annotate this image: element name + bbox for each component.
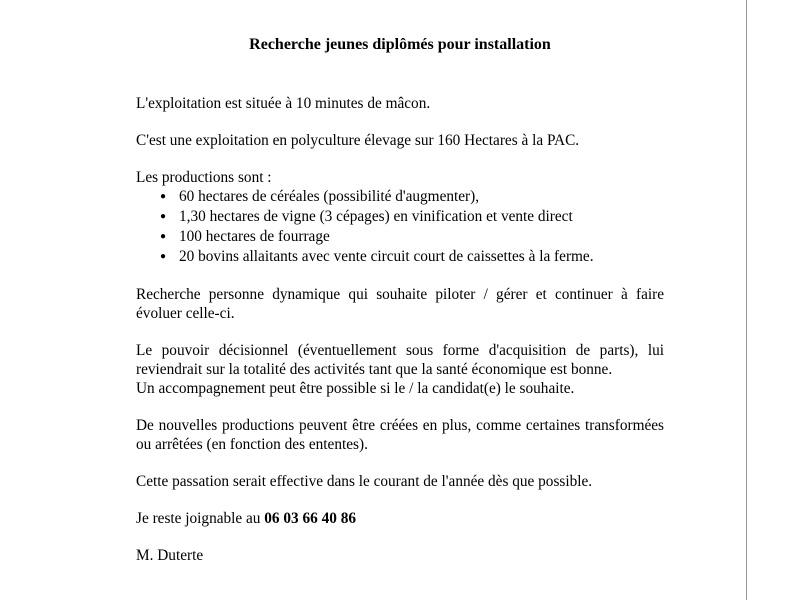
list-item: ● 20 bovins allaitants avec vente circuit court de caissettes à la ferme. [179,247,664,267]
phone-number: 06 03 66 40 86 [264,510,357,527]
page-edge-divider [746,0,747,600]
contact-prefix: Je reste joignable au [136,510,261,527]
paragraph-new-productions: De nouvelles productions peuvent être créées en plus, comme certaines transformées ou arrêtées (en fonction des ententes). [136,417,664,453]
paragraph-support: Un accompagnement peut être possible si le / la candidat(e) le souhaite. [136,380,575,397]
paragraph-handover: Cette passation serait effective dans le courant de l'année dès que possible. [136,473,593,490]
document-title: Recherche jeunes diplômés pour installation [249,36,551,53]
list-item: ● 100 hectares de fourrage [179,227,664,247]
list-item: ● 60 hectares de céréales (possibilité d'augmenter), [179,187,664,207]
paragraph-location: L'exploitation est située à 10 minutes de mâcon. [136,95,431,112]
paragraph-decision: Le pouvoir décisionnel (éventuellement sous forme d'acquisition de parts), lui reviendrait sur la totalité des activités tant que la santé économique est bonne. [136,342,664,378]
list-item: ● 1,30 hectares de vigne (3 cépages) en vinification et vente direct [179,207,664,227]
signature: M. Duterte [136,547,204,564]
contact-line [136,509,664,528]
productions-list [136,187,664,267]
paragraph-farm-type: C'est une exploitation en polyculture élevage sur 160 Hectares à la PAC. [136,132,580,149]
document-body [136,34,664,565]
paragraph-search: Recherche personne dynamique qui souhaite piloter / gérer et continuer à faire évoluer celle-ci. [136,286,664,322]
productions-intro: Les productions sont : [136,169,272,186]
